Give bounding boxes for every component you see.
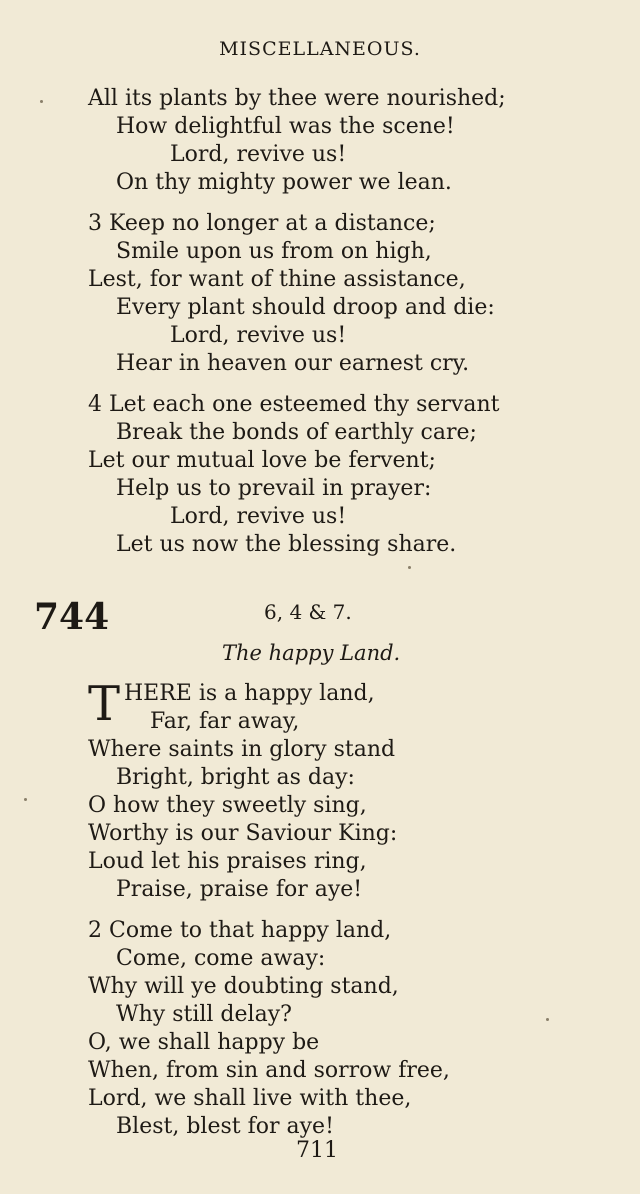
verse-line: O, we shall happy be: [88, 1030, 320, 1055]
verse-line: Why will ye doubting stand,: [88, 974, 399, 999]
hymn-meter: 6, 4 & 7.: [264, 600, 352, 624]
paper-speck: [546, 1018, 549, 1021]
refrain-line: Lord, revive us!: [170, 504, 347, 529]
verse-line: Let our mutual love be fervent;: [88, 448, 436, 473]
drop-cap: T: [88, 676, 121, 732]
verse-line: Hear in heaven our earnest cry.: [116, 351, 470, 376]
page-number: 711: [296, 1138, 338, 1163]
verse-line: Blest, blest for aye!: [116, 1114, 334, 1139]
hymn-title: The happy Land.: [222, 641, 401, 665]
verse-line: Break the bonds of earthly care;: [116, 420, 477, 445]
refrain-line: Lord, revive us!: [170, 323, 347, 348]
verse-line: 3 Keep no longer at a distance;: [88, 211, 436, 236]
verse-line: Why still delay?: [116, 1002, 292, 1027]
verse-line: Bright, bright as day:: [116, 765, 355, 790]
verse-line: Far, far away,: [150, 709, 300, 734]
verse-line: All its plants by thee were nourished;: [88, 86, 506, 111]
verse-line: Smile upon us from on high,: [116, 239, 432, 264]
page-header: MISCELLANEOUS.: [219, 38, 421, 60]
verse-line: HERE is a happy land,: [124, 681, 375, 706]
verse-line: Let us now the blessing share.: [116, 532, 457, 557]
verse-line: Lord, we shall live with thee,: [88, 1086, 412, 1111]
verse-line: When, from sin and sorrow free,: [88, 1058, 450, 1083]
verse-line: Lest, for want of thine assistance,: [88, 267, 466, 292]
verse-line: Where saints in glory stand: [88, 737, 396, 762]
verse-line: How delightful was the scene!: [116, 114, 455, 139]
paper-speck: [24, 798, 27, 801]
verse-line: On thy mighty power we lean.: [116, 170, 452, 195]
verse-line: Worthy is our Saviour King:: [88, 821, 398, 846]
paper-speck: [408, 566, 411, 569]
verse-line: 2 Come to that happy land,: [88, 918, 392, 943]
verse-line: 4 Let each one esteemed thy servant: [88, 392, 500, 417]
refrain-line: Lord, revive us!: [170, 142, 347, 167]
paper-speck: [40, 100, 43, 103]
verse-line: O how they sweetly sing,: [88, 793, 367, 818]
verse-line: Help us to prevail in prayer:: [116, 476, 432, 501]
verse-line: Loud let his praises ring,: [88, 849, 367, 874]
hymn-number: 744: [34, 596, 110, 638]
verse-line: Praise, praise for aye!: [116, 877, 363, 902]
verse-line: Every plant should droop and die:: [116, 295, 495, 320]
verse-line: Come, come away:: [116, 946, 326, 971]
